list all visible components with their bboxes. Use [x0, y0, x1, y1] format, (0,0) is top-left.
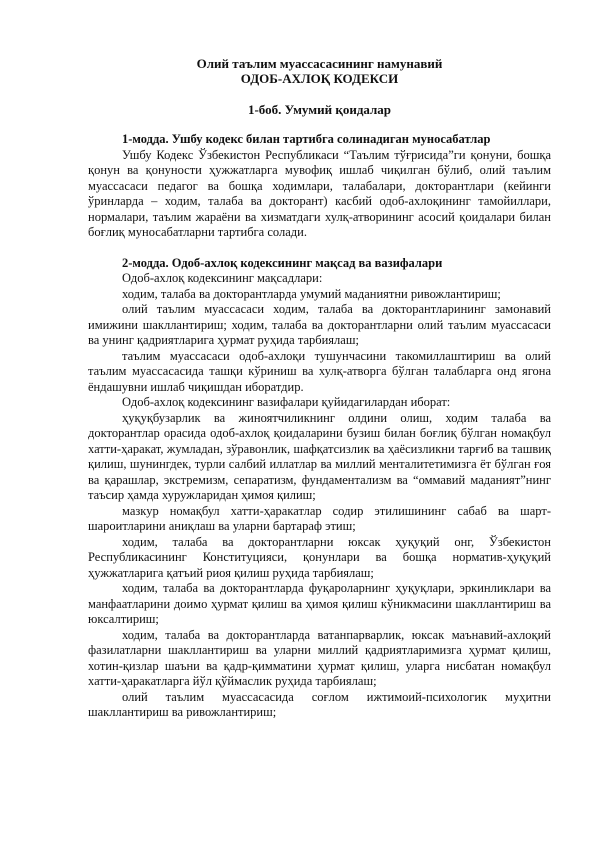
article-2-paragraph: ходим, талаба ва докторантларда ватанпарварлик, юксак маънавий-ахлоқий фазилатларни шакллантириш ва уларни миллий қадриятларимизга ҳурмат қилиш, хотин-қизлар шаъни ва қадр-қимматини ҳурмат қилиш, уларга нисбатан номақбул хатти-ҳаракатларга йўл қўймаслик руҳида тарбиялаш;: [88, 627, 551, 688]
chapter-heading: 1-боб. Умумий қоидалар: [247, 102, 392, 117]
article-1-paragraph: Ушбу Кодекс Ўзбекистон Республикаси “Таълим тўғрисида”ги қонуни, бошқа қонун ва қонуности ҳужжатларга мувофиқ ишлаб чиқилган бўлиб, олий таълим муассасаси педагог ва бошқа ходимлари, талабалари, докторантлари (кейинги ўринларда – ходим, талаба ва докторант) касбий одоб-ахлоқининг тамойиллари, нормалари, таълим жараёни ва хизматдаги хулқ-атворининг асосий қоидалари билан боғлиқ муносабатларни тартибга солади.: [88, 147, 551, 239]
article-2-heading: 2-модда. Одоб-ахлоқ кодексининг мақсад ва вазифалари: [122, 255, 443, 270]
article-2-paragraph: таълим муассасаси одоб-ахлоқи тушунчасини такомиллаштириш ва олий таълим муассасасида ташқи кўриниш ва хулқ-атворга бўлган талабларга онд ягона ёндашувни ишлаб чиқишдан иборатдир.: [88, 348, 551, 394]
document-page: [88, 56, 551, 721]
article-2-paragraph: олий таълим муассасасида соғлом ижтимоий-психологик муҳитни шакллантириш ва ривожлантириш;: [88, 689, 551, 719]
article-2-paragraph: Одоб-ахлоқ кодексининг мақсадлари:: [122, 271, 323, 285]
document-title-line1: Олий таълим муассасасининг намунавий: [196, 56, 443, 71]
article-2-paragraph: мазкур номақбул хатти-ҳаракатлар содир этилишининг сабаб ва шарт-шароитларини аниқлаш ва уларни бартараф этиш;: [88, 503, 551, 533]
article-2-paragraph: ходим, талаба ва докторантларда умумий маданиятни ривожлантириш;: [122, 286, 501, 301]
article-2-paragraph: ҳуқуқбузарлик ва жиноятчиликнинг олдини олиш, ходим талаба ва докторантлар орасида одоб-ахлоқ қоидаларини бузиш билан боғлиқ бўлган номақбул хатти-ҳаракат, жумладан, зўравонлик, шафқатсизлик ва ҳаёсизликни тарғиб ва ташвиқ қилиш, шунингдек, турли салбий иллатлар ва миллий менталитетимизга ёт бўлган ғоя ва қарашлар, экстремизм, сепаратизм, фундаментализм ва “оммавий маданият”нинг таъсир ҳамда хуружларидан ҳимоя қилиш;: [88, 410, 551, 502]
article-1-heading: 1-модда. Ушбу кодекс билан тартибга солинадиган муносабатлар: [122, 132, 491, 146]
article-2-paragraph: олий таълим муассасаси ходим, талаба ва докторантларининг замонавий имижини шакллантириш; ходим, талаба ва докторантларни олий таълим муассасаси ва унинг қадриятларига ҳурмат руҳида тарбиялаш;: [88, 302, 551, 347]
document-title-line2: ОДОБ-АХЛОҚ КОДЕКСИ: [240, 71, 399, 86]
article-2-paragraph: ходим, талаба ва докторантларда фуқароларнинг ҳуқуқлари, эркинликлари ва манфаатларини доимо ҳурмат қилиш ва ҳимоя қилиш кўникмасини шакллантириш ва юксалтириш;: [88, 581, 551, 626]
article-2-paragraph: Одоб-ахлоқ кодексининг вазифалари қуйидагилардан иборат:: [122, 395, 451, 409]
article-2-paragraph: ходим, талаба ва докторантларни юксак ҳуқуқий онг, Ўзбекистон Республикасининг Конституцияси, қонунлари ва бошқа норматив-ҳуқуқий ҳужжатларига қатъий риоя қилиш руҳида тарбиялаш;: [88, 534, 551, 580]
